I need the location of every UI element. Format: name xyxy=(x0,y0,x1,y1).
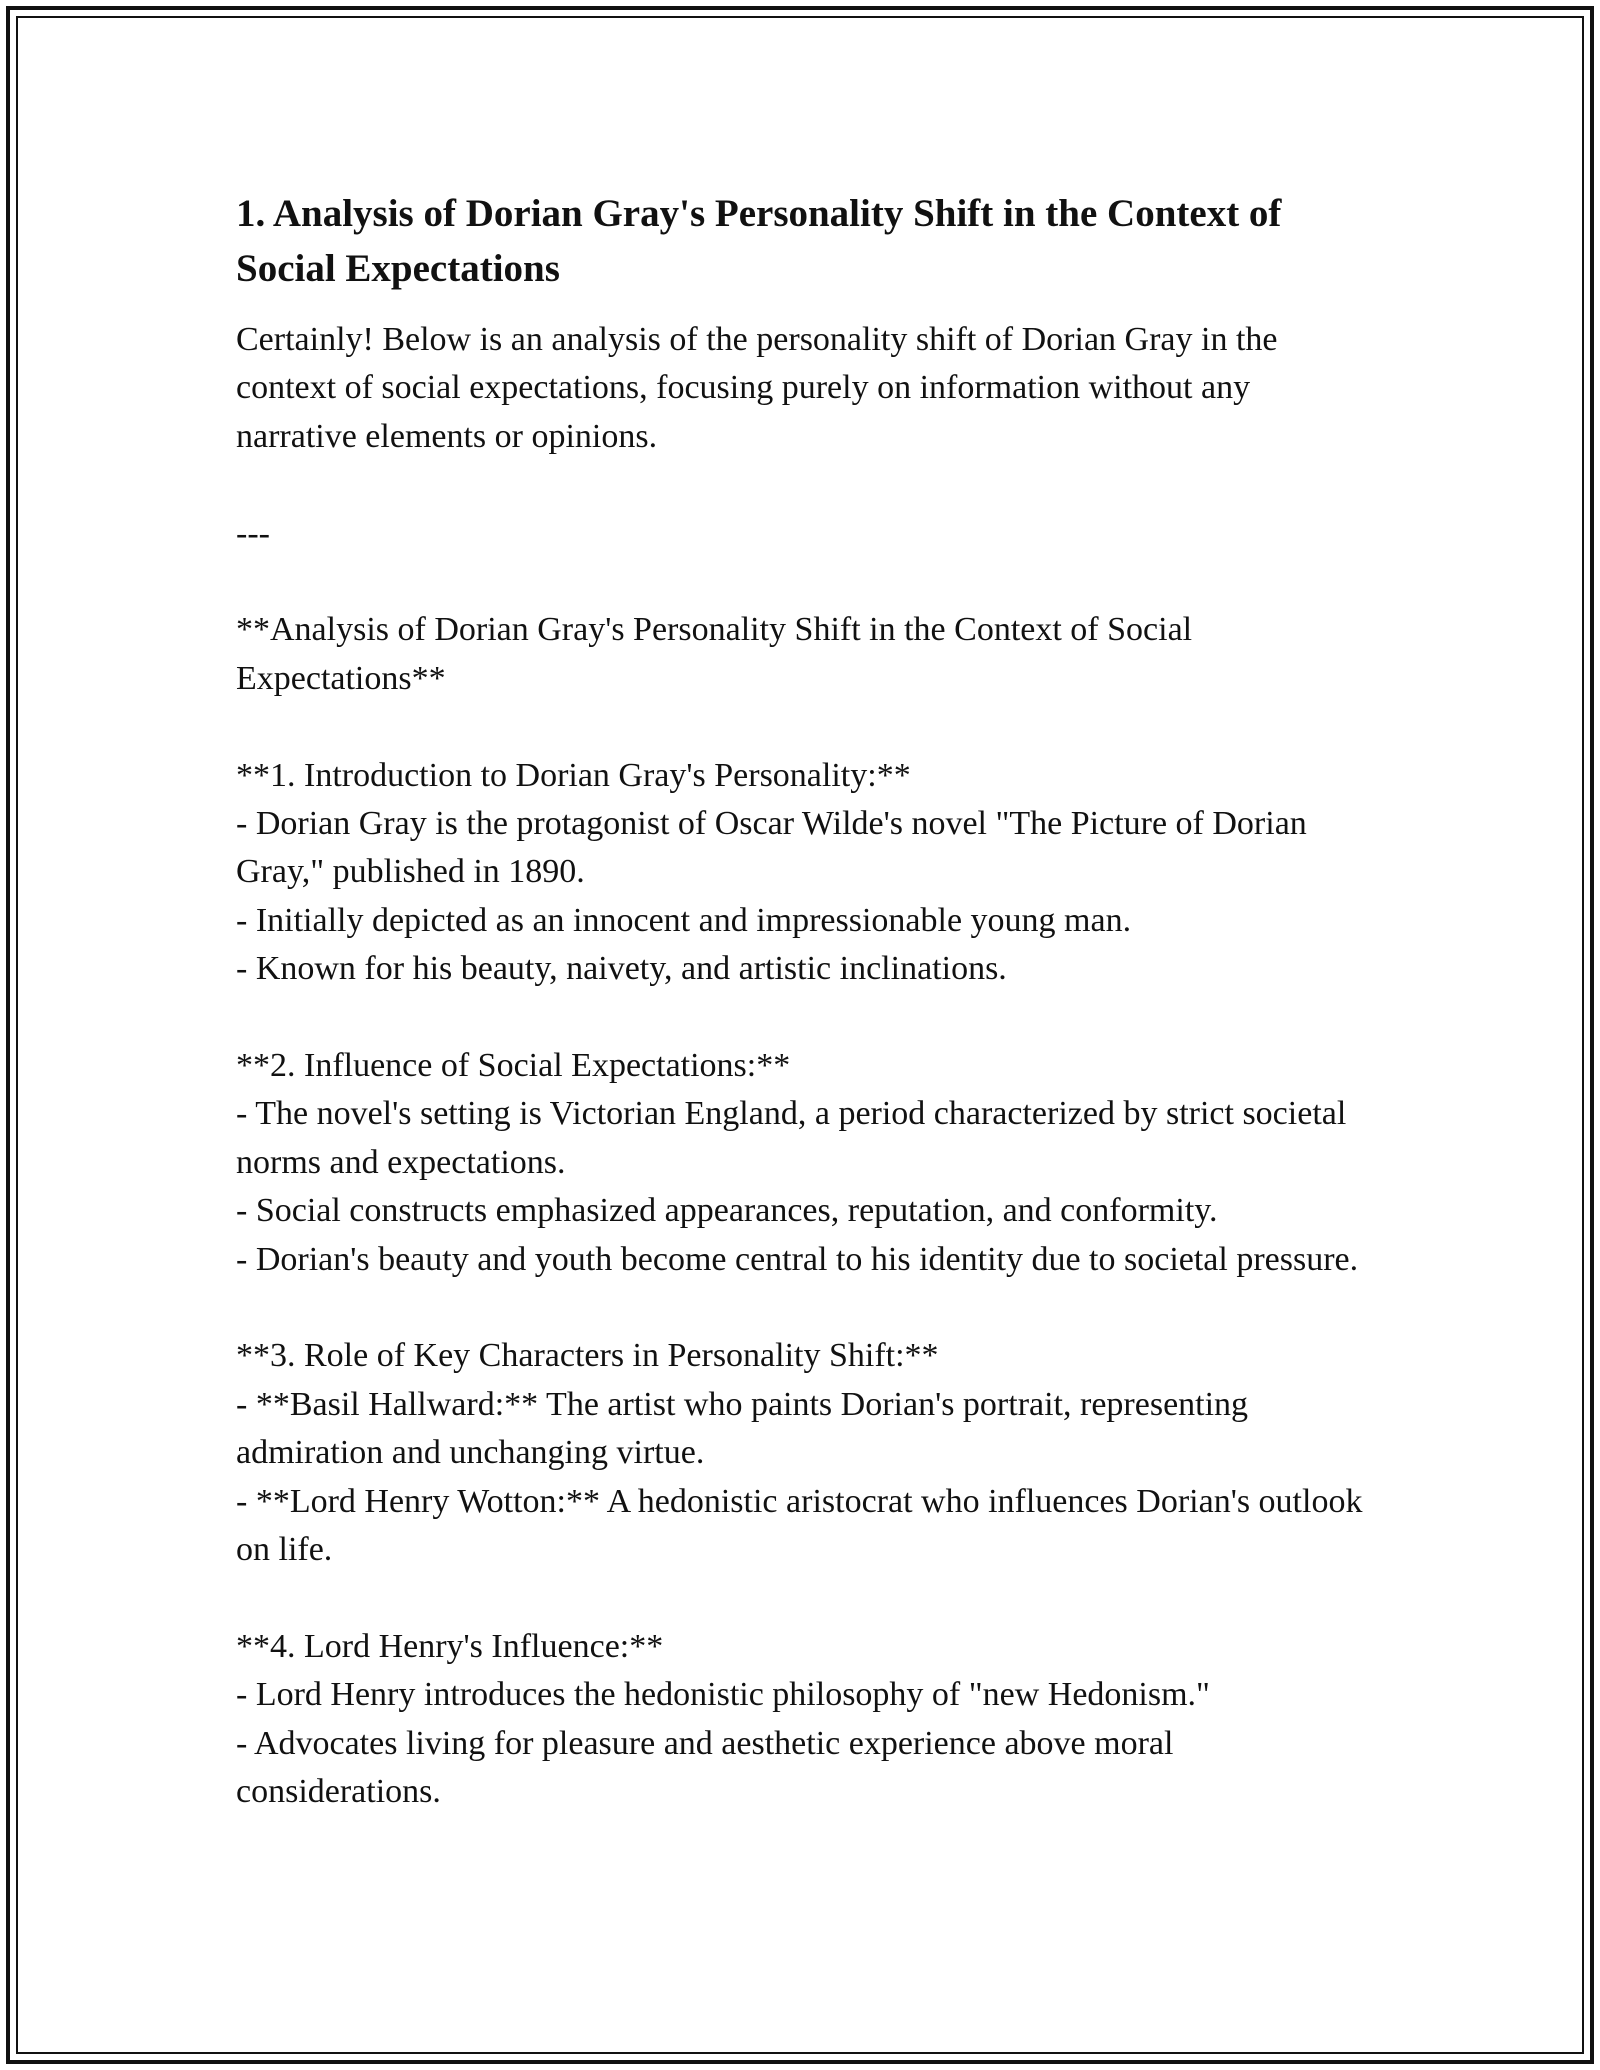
bullet-item: - **Basil Hallward:** The artist who paints Dorian's portrait, representing admiration and unchanging virtue. xyxy=(236,1385,1257,1472)
section-title: **3. Role of Key Characters in Personality Shift:** xyxy=(236,1337,939,1375)
bullet-item: - Advocates living for pleasure and aesthetic experience above moral considerations. xyxy=(236,1724,1182,1811)
section-title: **2. Influence of Social Expectations:** xyxy=(236,1047,791,1085)
bullet-item: - Known for his beauty, naivety, and artistic inclinations. xyxy=(236,950,1007,988)
bullet-item: - Dorian's beauty and youth become central to his identity due to societal pressure. xyxy=(236,1240,1359,1278)
bullet-item: - Initially depicted as an innocent and impressionable young man. xyxy=(236,901,1132,939)
intro-paragraph: Certainly! Below is an analysis of the personality shift of Dorian Gray in the context of social expectations, focusing purely on information without any narrative elements or opinions. xyxy=(236,321,1278,455)
document-body xyxy=(236,186,1376,1817)
blank-line xyxy=(236,1284,1376,1332)
bullet-item: - Lord Henry introduces the hedonistic philosophy of "new Hedonism." xyxy=(236,1676,1210,1714)
bullet-item: - Social constructs emphasized appearances, reputation, and conformity. xyxy=(236,1192,1218,1230)
bullet-item: - Dorian Gray is the protagonist of Oscar Wilde's novel "The Picture of Dorian Gray," published in 1890. xyxy=(236,805,1316,891)
blank-line xyxy=(236,1574,1376,1622)
blank-line xyxy=(236,558,1376,606)
blank-line xyxy=(236,703,1376,751)
document-title: 1. Analysis of Dorian Gray's Personality Shift in the Context of Social Expectations xyxy=(236,192,1282,290)
separator: --- xyxy=(236,514,270,552)
bullet-item: - **Lord Henry Wotton:** A hedonistic aristocrat who influences Dorian's outlook on life. xyxy=(236,1482,1371,1569)
bullet-item: - The novel's setting is Victorian England, a period characterized by strict societal norms and expectations. xyxy=(236,1095,1355,1181)
section-title: **1. Introduction to Dorian Gray's Personality:** xyxy=(236,756,911,794)
blank-line xyxy=(236,461,1376,509)
analysis-heading: **Analysis of Dorian Gray's Personality Shift in the Context of Social Expectations** xyxy=(236,611,1201,697)
section-title: **4. Lord Henry's Influence:** xyxy=(236,1627,664,1665)
blank-line xyxy=(236,994,1376,1042)
